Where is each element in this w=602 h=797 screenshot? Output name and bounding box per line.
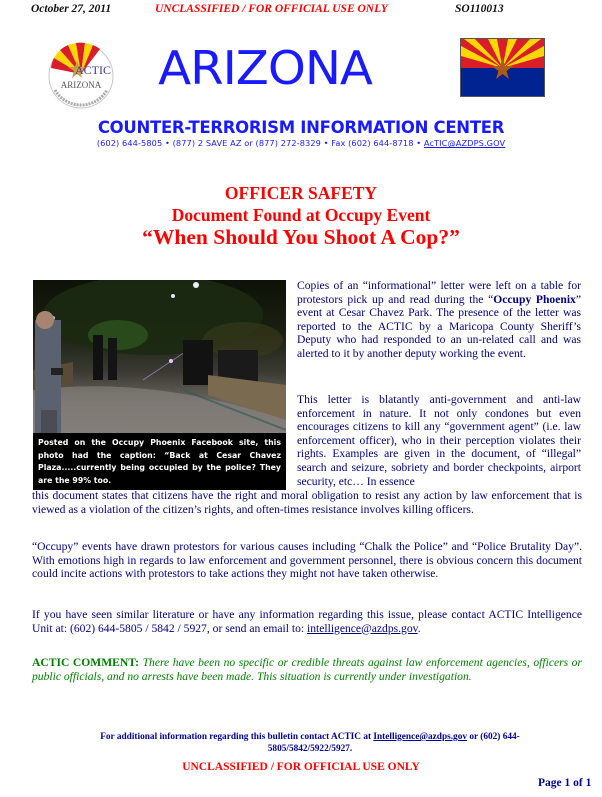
paragraph-concern: “Occupy” events have drawn protestors for various causes including “Chalk the Police” and “Police Brutality Day”. With emotions high in regards to law enforcement and government personnel, there is obvious concern this document could incite actions with protestors to take actions they might not have taken otherwise. [32,540,582,581]
bulletin-subtitle: Document Found at Occupy Event [171,205,431,225]
actic-seal-icon [45,38,117,110]
footer-info-text: For additional information regarding this bulletin contact ACTIC at [100,732,374,742]
footer-email-link[interactable]: Intelligence@azdps.gov [373,732,467,742]
actic-email-link[interactable]: AcTIC@AZDPS.GOV [423,138,506,148]
paragraph-intro [297,279,581,361]
classification-marking-top: UNCLASSIFIED / FOR OFFICIAL USE ONLY [155,3,388,15]
event-name: Occupy Phoenix [493,292,576,306]
intelligence-email-link[interactable]: intelligence@azdps.gov [307,621,418,635]
page-number: Page 1 of 1 [538,777,592,789]
state-title: ARIZONA [158,41,372,95]
document-id: SO110013 [455,3,504,15]
svg-text:ACTIC: ACTIC [75,63,111,77]
footer-phones: or (602) 644-5805/5842/5922/5927. [267,732,520,754]
bulletin-date: October 27, 2011 [31,3,112,15]
paragraph-analysis-wrapped: This letter is blatantly anti-government and anti-law enforcement in nature. It not only condones but even encourages citizens to kill any “government agent” (i.e. law enforcement officer), who in their perception violates their rights. Examples are given in the document, of “illegal” search and seizure, sobriety and border checkpoints, airport security, etc… In essence [297,393,581,488]
arizona-flag-icon [460,38,545,97]
photo-figure [33,280,286,490]
classification-marking-bottom: UNCLASSIFIED / FOR OFFICIAL USE ONLY [182,761,420,773]
contact-request-text: If you have seen similar literature or have any information regarding this issue, please contact ACTIC Intelligence Unit at: (602) 644-5805 / 5842 / 5927, or send an email to: [32,608,582,635]
photo-caption: Posted on the Occupy Phoenix Facebook site, this photo had the caption: “Back at Cesar Chavez Plaza.....currently being occupied by the police? They are the 99% too. [38,438,281,485]
bulletin-headline-quote: “When Should You Shoot A Cop?” [142,225,460,249]
night-plaza-photo [33,280,286,433]
paragraph-analysis-continued: this document states that citizens have the right and moral obligation to resist any action by law enforcement that is viewed as a violation of the citizen’s rights, and often-times resistance involves killing officers. [32,489,582,516]
comment-label: ACTIC COMMENT: [32,656,140,669]
intro-text-start: Copies of an “informational” letter were left on a table for protestors pick up and read during the “ [297,279,581,306]
intro-text-end: ” event at Cesar Chavez Park. The presence of the letter was reported to the ACTIC by a Maricopa County Sheriff’s Deputy who had responded to an un-related call and was alerted to it by another deputy working the event. [297,292,581,360]
contact-line [0,138,602,148]
contact-request-end: . [417,621,421,635]
bulletin-category: OFFICER SAFETY [224,183,378,203]
comment-text: There have been no specific or credible threats against law enforcement agencies, officers or public officials, and no arrests have been made. This situation is currently under investigation. [32,656,582,683]
top-banner [0,3,602,19]
svg-text:ARIZONA: ARIZONA [60,80,102,90]
paragraph-contact [32,608,582,635]
contact-phones: (602) 644-5805 • (877) 2 SAVE AZ or (877) 272-8329 • Fax (602) 644-8718 • [96,138,424,148]
actic-comment [32,656,582,684]
footer-contact-info [60,732,560,755]
org-name: COUNTER-TERRORISM INFORMATION CENTER [97,118,505,137]
